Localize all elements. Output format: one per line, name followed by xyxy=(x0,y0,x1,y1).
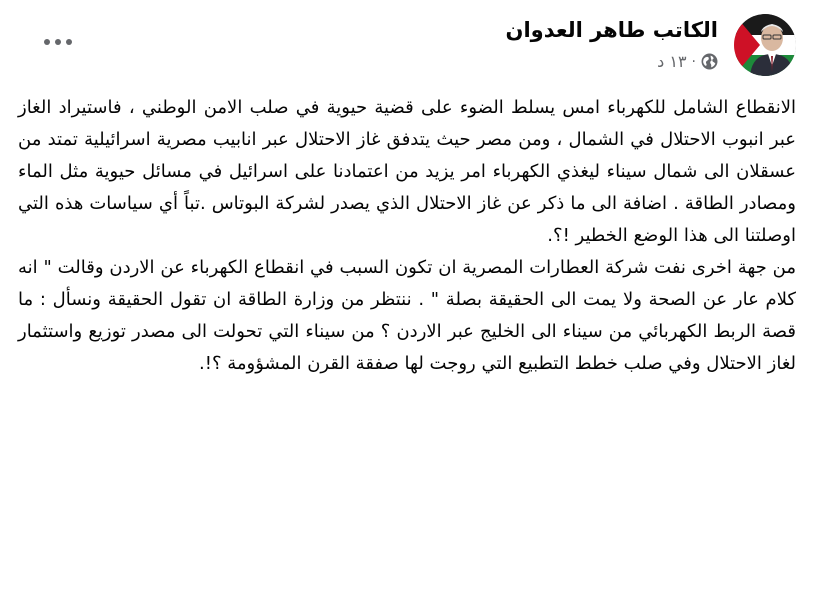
post-header xyxy=(18,14,796,84)
post-body xyxy=(18,92,796,522)
more-dot xyxy=(55,39,61,45)
post-paragraph-1: الانقطاع الشامل للكهرباء امس يسلط الضوء على قضية حيوية في صلب الامن الوطني ، فاستيراد الغاز عبر انبوب الاحتلال في الشمال ، ومن مصر حيث يتدفق غاز الاحتلال عبر انابيب مصرية اسرائيلية تمتد من عسقلان الى شمال سيناء ليغذي الكهرباء امر يزيد من اعتمادنا على اسرائيل في مسائل حيوية مثل الماء ومصادر الطاقة . اضافة الى ما ذكر عن غاز الاحتلال الذي يصدر لشركة البوتاس .تباً أي سياسات هذه التي اوصلتنا الى هذا الوضع الخطير !؟. xyxy=(18,97,796,246)
author-avatar[interactable] xyxy=(734,14,796,76)
more-options-icon[interactable] xyxy=(38,30,78,54)
globe-icon[interactable] xyxy=(701,53,718,70)
post-paragraph-2: من جهة اخرى نفت شركة العطارات المصرية ان تكون السبب في انقطاع الكهرباء عن الاردن وقالت " انه كلام عار عن الصحة ولا يمت الى الحقيقة بصلة " . ننتظر من وزارة الطاقة ان تقول الحقيقة ونسأل : ما قصة الربط الكهربائي من سيناء الى الخليج عبر الاردن ؟ من سيناء التي تحولت الى مصدر توزيع واستثمار لغاز الاحتلال وفي صلب خطط التطبيع التي روجت لها صفقة القرن المشؤومة ؟!. xyxy=(18,257,796,374)
author-name[interactable]: الكاتب طاهر العدوان xyxy=(505,18,718,42)
post-meta xyxy=(657,52,718,71)
meta-separator: · xyxy=(691,53,696,70)
post-timestamp[interactable]: ١٣ د xyxy=(657,52,687,71)
more-dot xyxy=(66,39,72,45)
more-dot xyxy=(44,39,50,45)
